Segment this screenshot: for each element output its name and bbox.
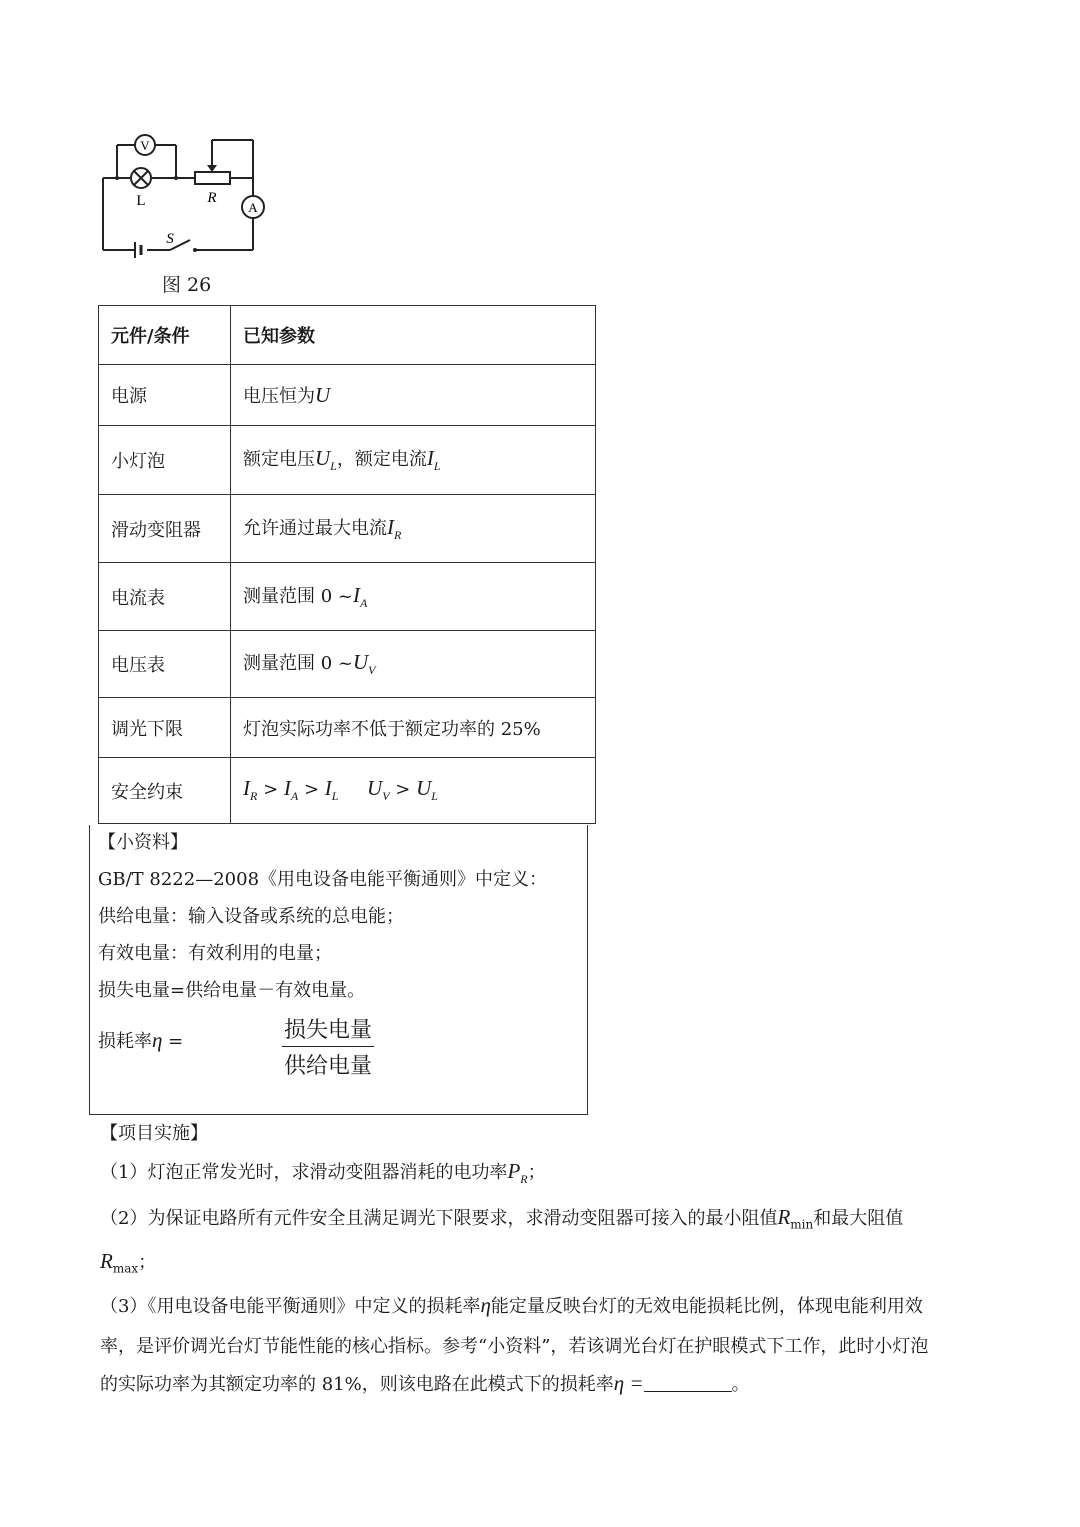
table-row: [99, 698, 596, 758]
row-item: 电源: [99, 365, 231, 426]
row-item: 滑动变阻器: [99, 495, 231, 563]
rheostat-slider-arrow: [207, 165, 217, 172]
project-title: 【项目实施】: [100, 1123, 208, 1144]
fraction-denominator: 供给电量: [284, 1054, 373, 1079]
circuit-diagram: [95, 125, 275, 260]
switch-label: S: [166, 231, 174, 247]
info-line: 供给电量：输入设备或系统的总电能；: [98, 906, 404, 927]
loss-rate-fraction: [282, 1013, 374, 1080]
header-cell-param: 已知参数: [231, 306, 596, 365]
formula-label: 损耗率η =: [98, 1028, 184, 1052]
question-1: （1）灯泡正常发光时，求滑动变阻器消耗的电功率$P_R$；: [100, 1159, 546, 1187]
info-line: GB/T 8222—2008《用电设备电能平衡通则》中定义：: [98, 869, 548, 890]
question-2-cont: $R_{max}$；: [100, 1249, 157, 1276]
voltmeter-label: V: [140, 138, 150, 153]
fraction-numerator: 损失电量: [282, 1013, 374, 1047]
table-row: [99, 365, 596, 426]
table-row: [99, 631, 596, 698]
row-item: 调光下限: [99, 698, 231, 758]
question-2: （2）为保证电路所有元件安全且满足调光下限要求，求滑动变阻器可接入的最小阻值$R_{min}$和最大阻值: [100, 1205, 904, 1232]
info-line: 有效电量：有效利用的电量；: [98, 943, 332, 964]
row-param: 电压恒为U: [231, 365, 596, 426]
ammeter-label: A: [248, 200, 258, 215]
table-row: [99, 495, 596, 563]
question-3-line-2: 率，是评价调光台灯节能性能的核心指标。参考“小资料”，若该调光台灯在护眼模式下工作，此时小灯泡: [100, 1336, 929, 1357]
answer-blank[interactable]: [644, 1373, 732, 1392]
row-param: 额定电压$U_L$，额定电流$I_L$: [231, 426, 596, 495]
rheostat-label: R: [207, 190, 217, 206]
row-item: 电压表: [99, 631, 231, 698]
header-cell-item: 元件/条件: [99, 306, 231, 365]
question-3-line-1: （3）《用电设备电能平衡通则》中定义的损耗率η能定量反映台灯的无效电能损耗比例，体现电能利用效: [100, 1293, 923, 1317]
table-row: [99, 426, 596, 495]
row-param: 测量范围 0 $\sim U_V$: [231, 631, 596, 698]
lamp-label: L: [136, 193, 146, 209]
table-row: [99, 758, 596, 824]
question-3-line-3: 的实际功率为其额定功率的 81%，则该电路在此模式下的损耗率η = 。: [100, 1371, 750, 1395]
row-param: 允许通过最大电流$I_R$: [231, 495, 596, 563]
info-box: [89, 825, 588, 1115]
figure-caption: 图 26: [162, 274, 212, 296]
row-item: 安全约束: [99, 758, 231, 824]
parameter-table: [98, 305, 596, 824]
table-row: [99, 563, 596, 631]
info-line: 损失电量=供给电量－有效电量。: [98, 980, 366, 1001]
row-param: 测量范围 0 $\sim I_A$: [231, 563, 596, 631]
info-title: 【小资料】: [98, 832, 188, 853]
row-param: 灯泡实际功率不低于额定功率的 25%: [231, 698, 596, 758]
row-constraint: $I_R > I_A > I_L$ $U_V > U_L$: [231, 758, 596, 824]
table-header-row: [99, 306, 596, 365]
row-item: 小灯泡: [99, 426, 231, 495]
row-item: 电流表: [99, 563, 231, 631]
